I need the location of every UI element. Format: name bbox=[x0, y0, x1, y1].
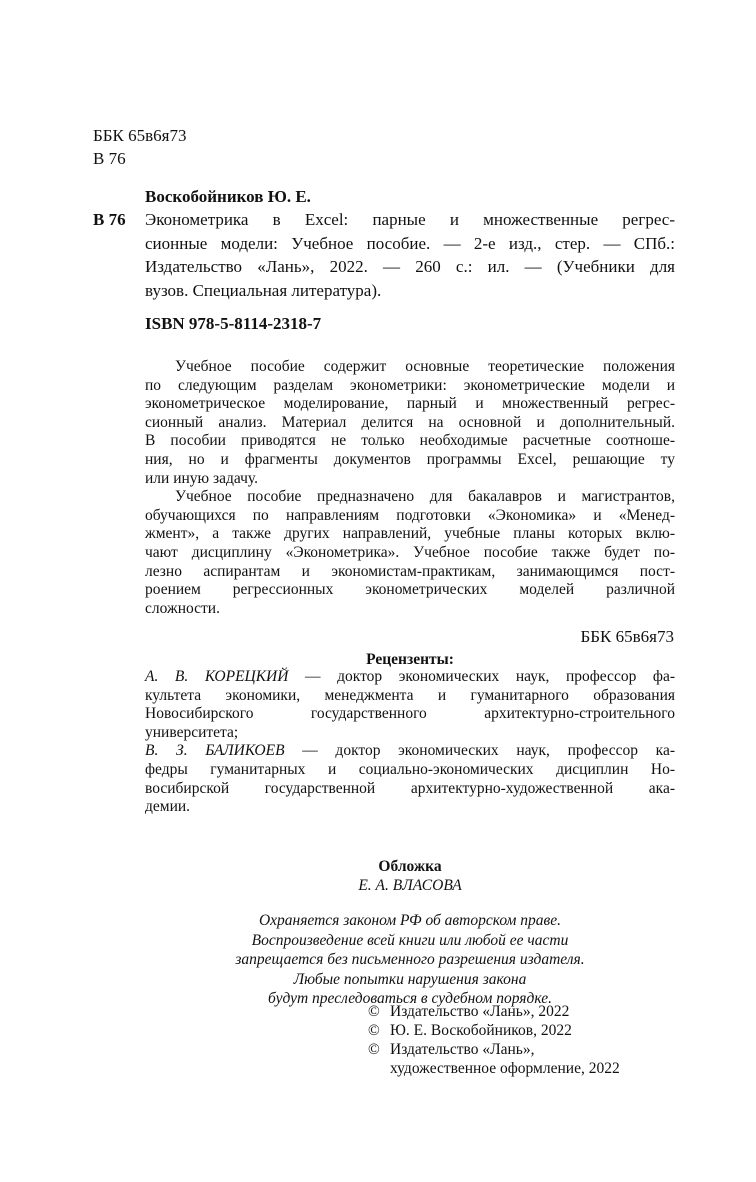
copyright-continuation: художественное оформление, 2022 bbox=[390, 1060, 620, 1077]
author-sign-top: В 76 bbox=[93, 149, 126, 168]
annotation-line: ния, но и фрагменты документов программы Excel, решающие ту bbox=[145, 450, 675, 468]
copyright-icon: © bbox=[368, 1041, 380, 1058]
annotation-line: сионный анализ. Материал делится на основной и дополнительный. bbox=[145, 413, 675, 431]
annotation-line: или иную задачу. bbox=[145, 469, 259, 487]
annotation-line: по следующим разделам эконометрики: эконометрические модели и bbox=[145, 376, 675, 394]
description-line: Эконометрика в Excel: парные и множественные регрес- bbox=[145, 210, 675, 229]
annotation-line: чают дисциплину «Эконометрика». Учебное пособие также будет по- bbox=[145, 543, 675, 561]
reviewer-line: университета; bbox=[145, 723, 239, 741]
annotation-line: лезно аспирантам и экономистам-практикам, занимающимся пост- bbox=[145, 562, 675, 580]
bibliographic-description bbox=[145, 208, 675, 302]
cover-designer: Е. А. ВЛАСОВА bbox=[358, 877, 462, 894]
annotation-line: роением регрессионных эконометрических моделей различной bbox=[145, 581, 675, 599]
notice-line: Охраняется законом РФ об авторском праве. bbox=[258, 912, 562, 929]
bbk-code: ББК 65в6я73 bbox=[93, 126, 187, 145]
notice-line: Воспроизведение всей книги или любой ее части bbox=[251, 931, 569, 949]
reviewers-list bbox=[145, 668, 675, 817]
notice-line: будут преследоваться в судебном порядке. bbox=[268, 990, 552, 1007]
reviewer-line: демии. bbox=[145, 798, 191, 816]
copyright-icon: © bbox=[368, 1022, 380, 1039]
copyright-holder: Издательство «Лань», bbox=[390, 1041, 535, 1058]
copyright-holder: Ю. Е. Воскобойников, 2022 bbox=[390, 1022, 572, 1039]
reviewer-line: культета экономики, менеджмента и гуманитарного образования bbox=[145, 686, 675, 704]
reviewer-line: восибирской государственной архитектурно-художественной ака- bbox=[145, 779, 675, 797]
reviewer-line: А. В. КОРЕЦКИЙ — доктор экономических наук, профессор фа- bbox=[145, 668, 675, 685]
copyright-block bbox=[368, 1002, 620, 1078]
reviewer-line: Новосибирского государственного архитектурно-строительного bbox=[145, 705, 675, 723]
bbk-index-top bbox=[93, 124, 186, 170]
author-name: Воскобойников Ю. Е. bbox=[145, 187, 311, 206]
annotation-line: Учебное пособие содержит основные теоретические положения bbox=[175, 358, 675, 375]
copyright-row bbox=[368, 1040, 620, 1059]
bbk-index-right: ББК 65в6я73 bbox=[580, 627, 674, 646]
author-sign: В 76 bbox=[93, 210, 126, 229]
reviewer-line: В. З. БАЛИКОЕВ — доктор экономических наук, профессор ка- bbox=[145, 742, 675, 760]
annotation-line: жмент», а также других направлений, учебные планы которых вклю- bbox=[145, 525, 675, 543]
annotation-line: Учебное пособие предназначено для бакалавров и магистрантов, bbox=[175, 488, 675, 506]
copyright-holder: Издательство «Лань», 2022 bbox=[390, 1003, 570, 1020]
notice-line: Любые попытки нарушения закона bbox=[293, 970, 527, 988]
description-line: Издательство «Лань», 2022. — 260 с.: ил. — (Учебники для bbox=[145, 257, 675, 276]
copyright-notice bbox=[145, 911, 675, 1009]
description-line: сионные модели: Учебное пособие. — 2-е изд., стер. — СПб.: bbox=[145, 233, 675, 253]
isbn: ISBN 978-5-8114-2318-7 bbox=[145, 314, 322, 333]
notice-line: запрещается без письменного разрешения издателя. bbox=[235, 951, 585, 968]
copyright-row bbox=[368, 1021, 620, 1040]
reviewer-line: федры гуманитарных и социально-экономических дисциплин Но- bbox=[145, 760, 675, 778]
annotation-line: эконометрическое моделирование, парный и множественный регрес- bbox=[145, 395, 675, 413]
copyright-row bbox=[368, 1002, 620, 1021]
description-line: вузов. Специальная литература). bbox=[145, 280, 382, 300]
reviewers-title: Рецензенты: bbox=[366, 651, 454, 668]
annotation-line: В пособии приводятся не только необходимые расчетные соотноше- bbox=[145, 432, 675, 450]
annotation-line: обучающихся по направлениям подготовки «Экономика» и «Менед- bbox=[145, 506, 675, 524]
annotation bbox=[145, 358, 675, 618]
cover-credit-title: Обложка bbox=[378, 858, 442, 875]
copyright-icon: © bbox=[368, 1003, 380, 1020]
annotation-line: сложности. bbox=[145, 599, 220, 617]
